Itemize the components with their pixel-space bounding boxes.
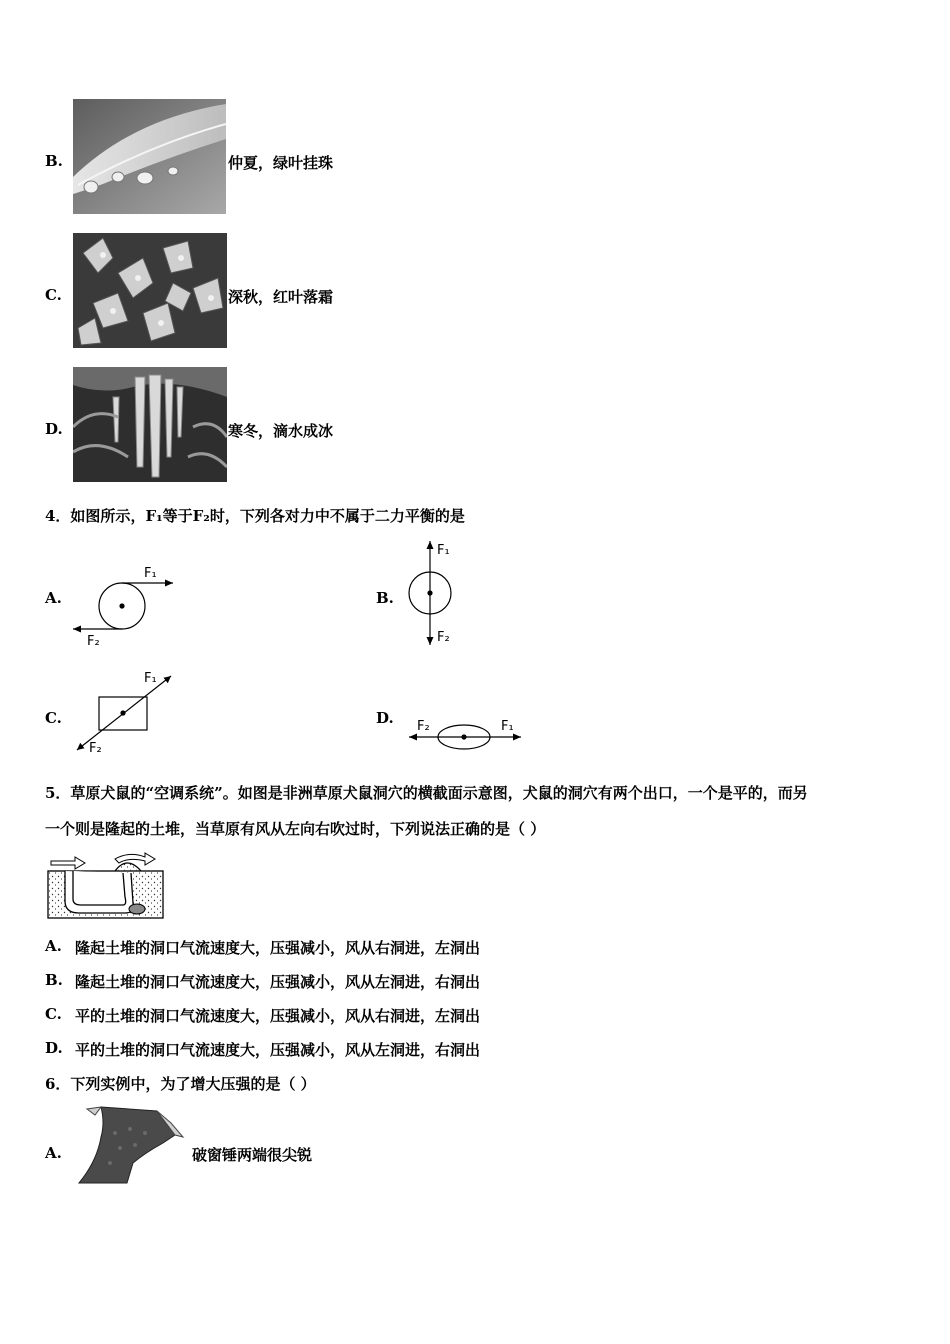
q3-option-b-caption: 仲夏，绿叶挂珠 <box>228 154 334 172</box>
q4-stem: 4．如图所示，F₁等于F₂时，下列各对力中不属于二力平衡的是 <box>45 507 465 525</box>
dewdrops-leaf-photo <box>73 99 226 214</box>
q3-option-d-label: D. <box>45 420 63 438</box>
q3-option-d-caption: 寒冬，滴水成冰 <box>228 422 334 440</box>
q5-option-b-label: B. <box>45 971 63 989</box>
prairie-dog-burrow-diagram <box>45 851 165 921</box>
q4-option-b-label: B. <box>376 589 394 607</box>
q4b-f2-label: F₂ <box>437 630 450 645</box>
q6-option-a-label: A. <box>45 1144 62 1162</box>
q4a-f2-label: F₂ <box>87 634 100 649</box>
q5-stem-line2: 一个则是隆起的土堆，当草原有风从左向右吹过时，下列说法正确的是（ ） <box>45 820 546 838</box>
q4a-f1-label: F₁ <box>144 566 157 581</box>
q4-option-c-label: C. <box>45 709 62 727</box>
q5-option-b-text: 隆起土堆的洞口气流速度大，压强减小，风从左洞进，右洞出 <box>75 973 481 991</box>
q5-option-d-label: D. <box>45 1039 63 1057</box>
q4-option-c-figure <box>69 668 179 758</box>
icicles-photo <box>73 367 227 482</box>
q3-option-b-label: B. <box>45 152 63 170</box>
q5-option-a-label: A. <box>45 937 62 955</box>
q6-stem: 6．下列实例中，为了增大压强的是（ ） <box>45 1075 316 1093</box>
safety-hammer-photo <box>75 1103 187 1185</box>
q4-option-d-figure <box>405 710 527 758</box>
q5-option-c-text: 平的土堆的洞口气流速度大，压强减小，风从右洞进，左洞出 <box>75 1007 481 1025</box>
q3-option-c-caption: 深秋，红叶落霜 <box>228 288 334 306</box>
frost-leaves-photo <box>73 233 227 348</box>
q6-option-a-caption: 破窗锤两端很尖锐 <box>192 1146 313 1164</box>
q4-option-a-label: A. <box>45 589 62 607</box>
q4b-f1-label: F₁ <box>437 543 450 558</box>
q4c-f2-label: F₂ <box>89 741 102 756</box>
q5-option-c-label: C. <box>45 1005 62 1023</box>
q4c-f1-label: F₁ <box>144 671 157 686</box>
q4-option-d-label: D. <box>376 709 394 727</box>
q4-option-b-figure <box>405 537 465 651</box>
q4d-f1-label: F₁ <box>501 719 514 734</box>
q4-option-a-figure <box>69 562 179 650</box>
q5-stem-line1: 5．草原犬鼠的“空调系统”。如图是非洲草原犬鼠洞穴的横截面示意图，犬鼠的洞穴有两个出口，一个是平的，而另 <box>45 784 808 802</box>
q5-option-d-text: 平的土堆的洞口气流速度大，压强减小，风从左洞进，右洞出 <box>75 1041 481 1059</box>
q4d-f2-label: F₂ <box>417 719 430 734</box>
q3-option-c-label: C. <box>45 286 62 304</box>
q5-option-a-text: 隆起土堆的洞口气流速度大，压强减小，风从右洞进，左洞出 <box>75 939 481 957</box>
